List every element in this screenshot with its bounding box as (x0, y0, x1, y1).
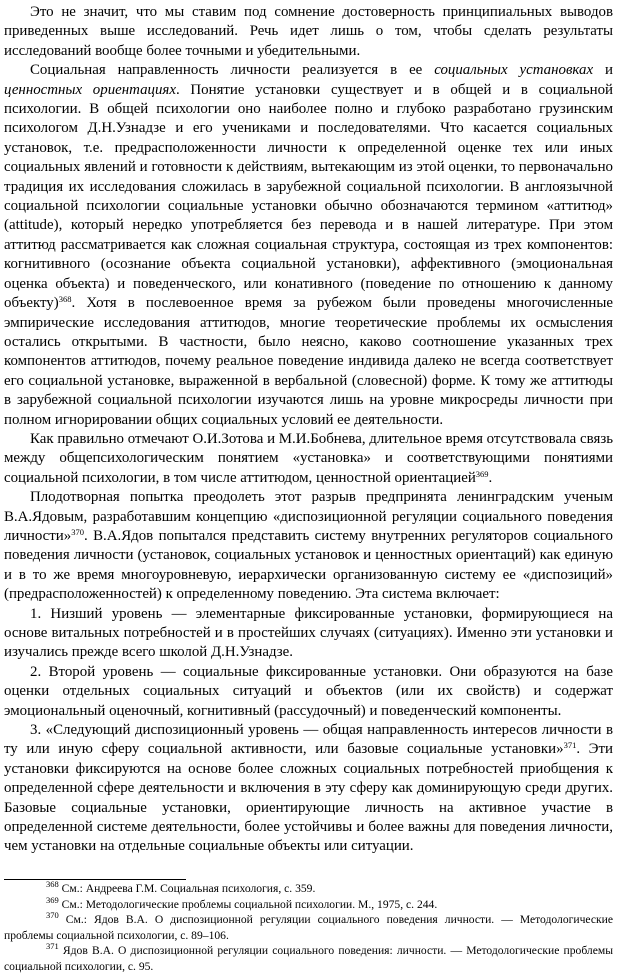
text-segment: . (488, 469, 493, 486)
paragraph (4, 3, 613, 61)
footnote-divider (4, 879, 186, 880)
footnote-number: 370 (46, 910, 59, 921)
footnote-ref: 371 (563, 740, 577, 751)
text-segment: Как правильно отмечают О.И.Зотова и М.И.Бобнева, длительное время отсутствовала связь между общепсихологическим понятием «установка» и соответствующими понятиями социальной психологии, в том числе аттитюдом, ценностной ориентацией (4, 430, 613, 486)
text-segment: 3. «Следующий диспозиционный уровень — общая направленность интересов личности в ту или иную сферу социальной активности, или базовые социальные установки» (4, 722, 613, 758)
emphasis-text: ценностных ориентациях (4, 81, 176, 98)
footnote (4, 881, 613, 897)
footnote-ref: 369 (475, 468, 489, 479)
footnotes (4, 881, 613, 975)
text-segment: Социальная направленность личности реализуется в ее (30, 62, 435, 79)
text-segment: 2. Второй уровень — социальные фиксированные установки. Они образуются на базе оценки отдельных социальных ситуаций и объектов (или их свойств) и содержат эмоциональный оценочный, когнитивный (рассудочный) и поведенческий компоненты. (4, 663, 613, 719)
footnote-text: См.: Методологические проблемы социальной психологии. М., 1975, с. 244. (58, 897, 438, 911)
text-segment: Плодотворная попытка преодолеть этот разрыв предпринята ленинградским ученым В.А.Ядовым, разработавшим концепцию «диспозиционной регуляции социального поведения личности» (4, 489, 613, 544)
footnote-text: Ядов В.А. О диспозиционной регуляции социального поведения: личности. — Методологические проблемы социальной психологии, с. 95. (4, 944, 613, 973)
emphasis-text: социальных установках (434, 62, 594, 79)
footnote-ref: 370 (71, 526, 84, 537)
text-segment: 1. Низший уровень — элементарные фиксированные установки, формирующиеся на основе витальных потребностей и в простейших случаях (ситуациях). Именно эти установки и изучались прежде всего школой Д.Н.Узнадзе. (4, 605, 613, 661)
footnote-ref: 368 (58, 294, 72, 305)
footnote-text: См.: Ядов В.А. О диспозиционной регуляции социального поведения личности. — Методологические проблемы социальной психологии, с. 89–106. (4, 913, 613, 942)
footnote-number: 368 (46, 879, 59, 889)
footnote-number: 371 (46, 941, 59, 952)
paragraph (4, 663, 613, 721)
paragraph (4, 721, 613, 857)
footnote-text: См.: Андреева Г.М. Социальная психология, с. 359. (58, 882, 316, 895)
footnote (4, 912, 613, 943)
footnote-number: 369 (46, 894, 59, 905)
text-segment: . В.А.Ядов попытался представить систему внутренних регуляторов социального поведения личности (установок, социальных установок и ценностных ориентаций) как единую и в то же время многоуровневую, иерархически организованную систему ее «диспозиций» (предрасположенностей) к определенному поведению. Эта система включает: (4, 527, 613, 603)
text-segment: . Эти установки фиксируются на основе более сложных социальных потребностей приобщения к определенной сфере деятельности и включения в эту сферу как доминирующую среди других. Базовые социальные установки, ориентирующие личность на активное участие в определенной системе деятельности, более устойчивы и более важны для поведения личности, чем установки на отдельные социальные объекты или ситуации. (4, 741, 613, 855)
text-segment: и (593, 62, 613, 79)
paragraph (4, 605, 613, 663)
text-segment: . Понятие установки существует и в общей и в социальной психологии. В общей психологии оно наиболее полно и глубоко разработано грузинским психологом Д.Н.Узнадзе и его учениками и последователями. Что касается социальных установок, т.е. предрасположенности личности к определенной оценке тех или иных социальных явлений и готовности к действиям, вытекающим из этой оценки, то первоначально традиция их исследования сложилась в зарубежной социальной психологии. В англоязычной социальной психологии социальные установки обычно обозначаются термином «аттитюд» (attitude), который нередко употребляется без перевода и в нашей литературе. При этом аттитюд рассматривается как сложная социальная структура, состоящая из трех компонентов: когнитивного (осознание объекта социальной установки), аффективного (эмоциональная оценка объекта) и поведенческого, или конативного (поведение по отношению к данному объекту) (4, 81, 613, 312)
paragraph (4, 61, 613, 430)
paragraph (4, 430, 613, 488)
text-segment: . Хотя в послевоенное время за рубежом были проведены многочисленные эмпирические исследования аттитюдов, многие теоретические проблемы их осмысления остались открытыми. В частности, было неясно, каково соотношение указанных трех компонентов аттитюдов, почему реальное поведение индивида далеко не всегда соответствует его социальной установке, выраженной в вербальной (словесной) форме. К тому же аттитюды в зарубежной социальной психологии изучаются лишь на уровне микросреды личности при полном игнорировании общих социальных условий ее деятельности. (4, 295, 613, 428)
paragraph (4, 488, 613, 604)
body-text (4, 3, 613, 857)
footnote (4, 943, 613, 974)
text-segment: Это не значит, что мы ставим под сомнение достоверность принципиальных выводов приведенных выше исследований. Речь идет лишь о том, чтобы сделать результаты исследований вообще более точными и убедительными. (4, 4, 613, 59)
footnote (4, 894, 613, 913)
